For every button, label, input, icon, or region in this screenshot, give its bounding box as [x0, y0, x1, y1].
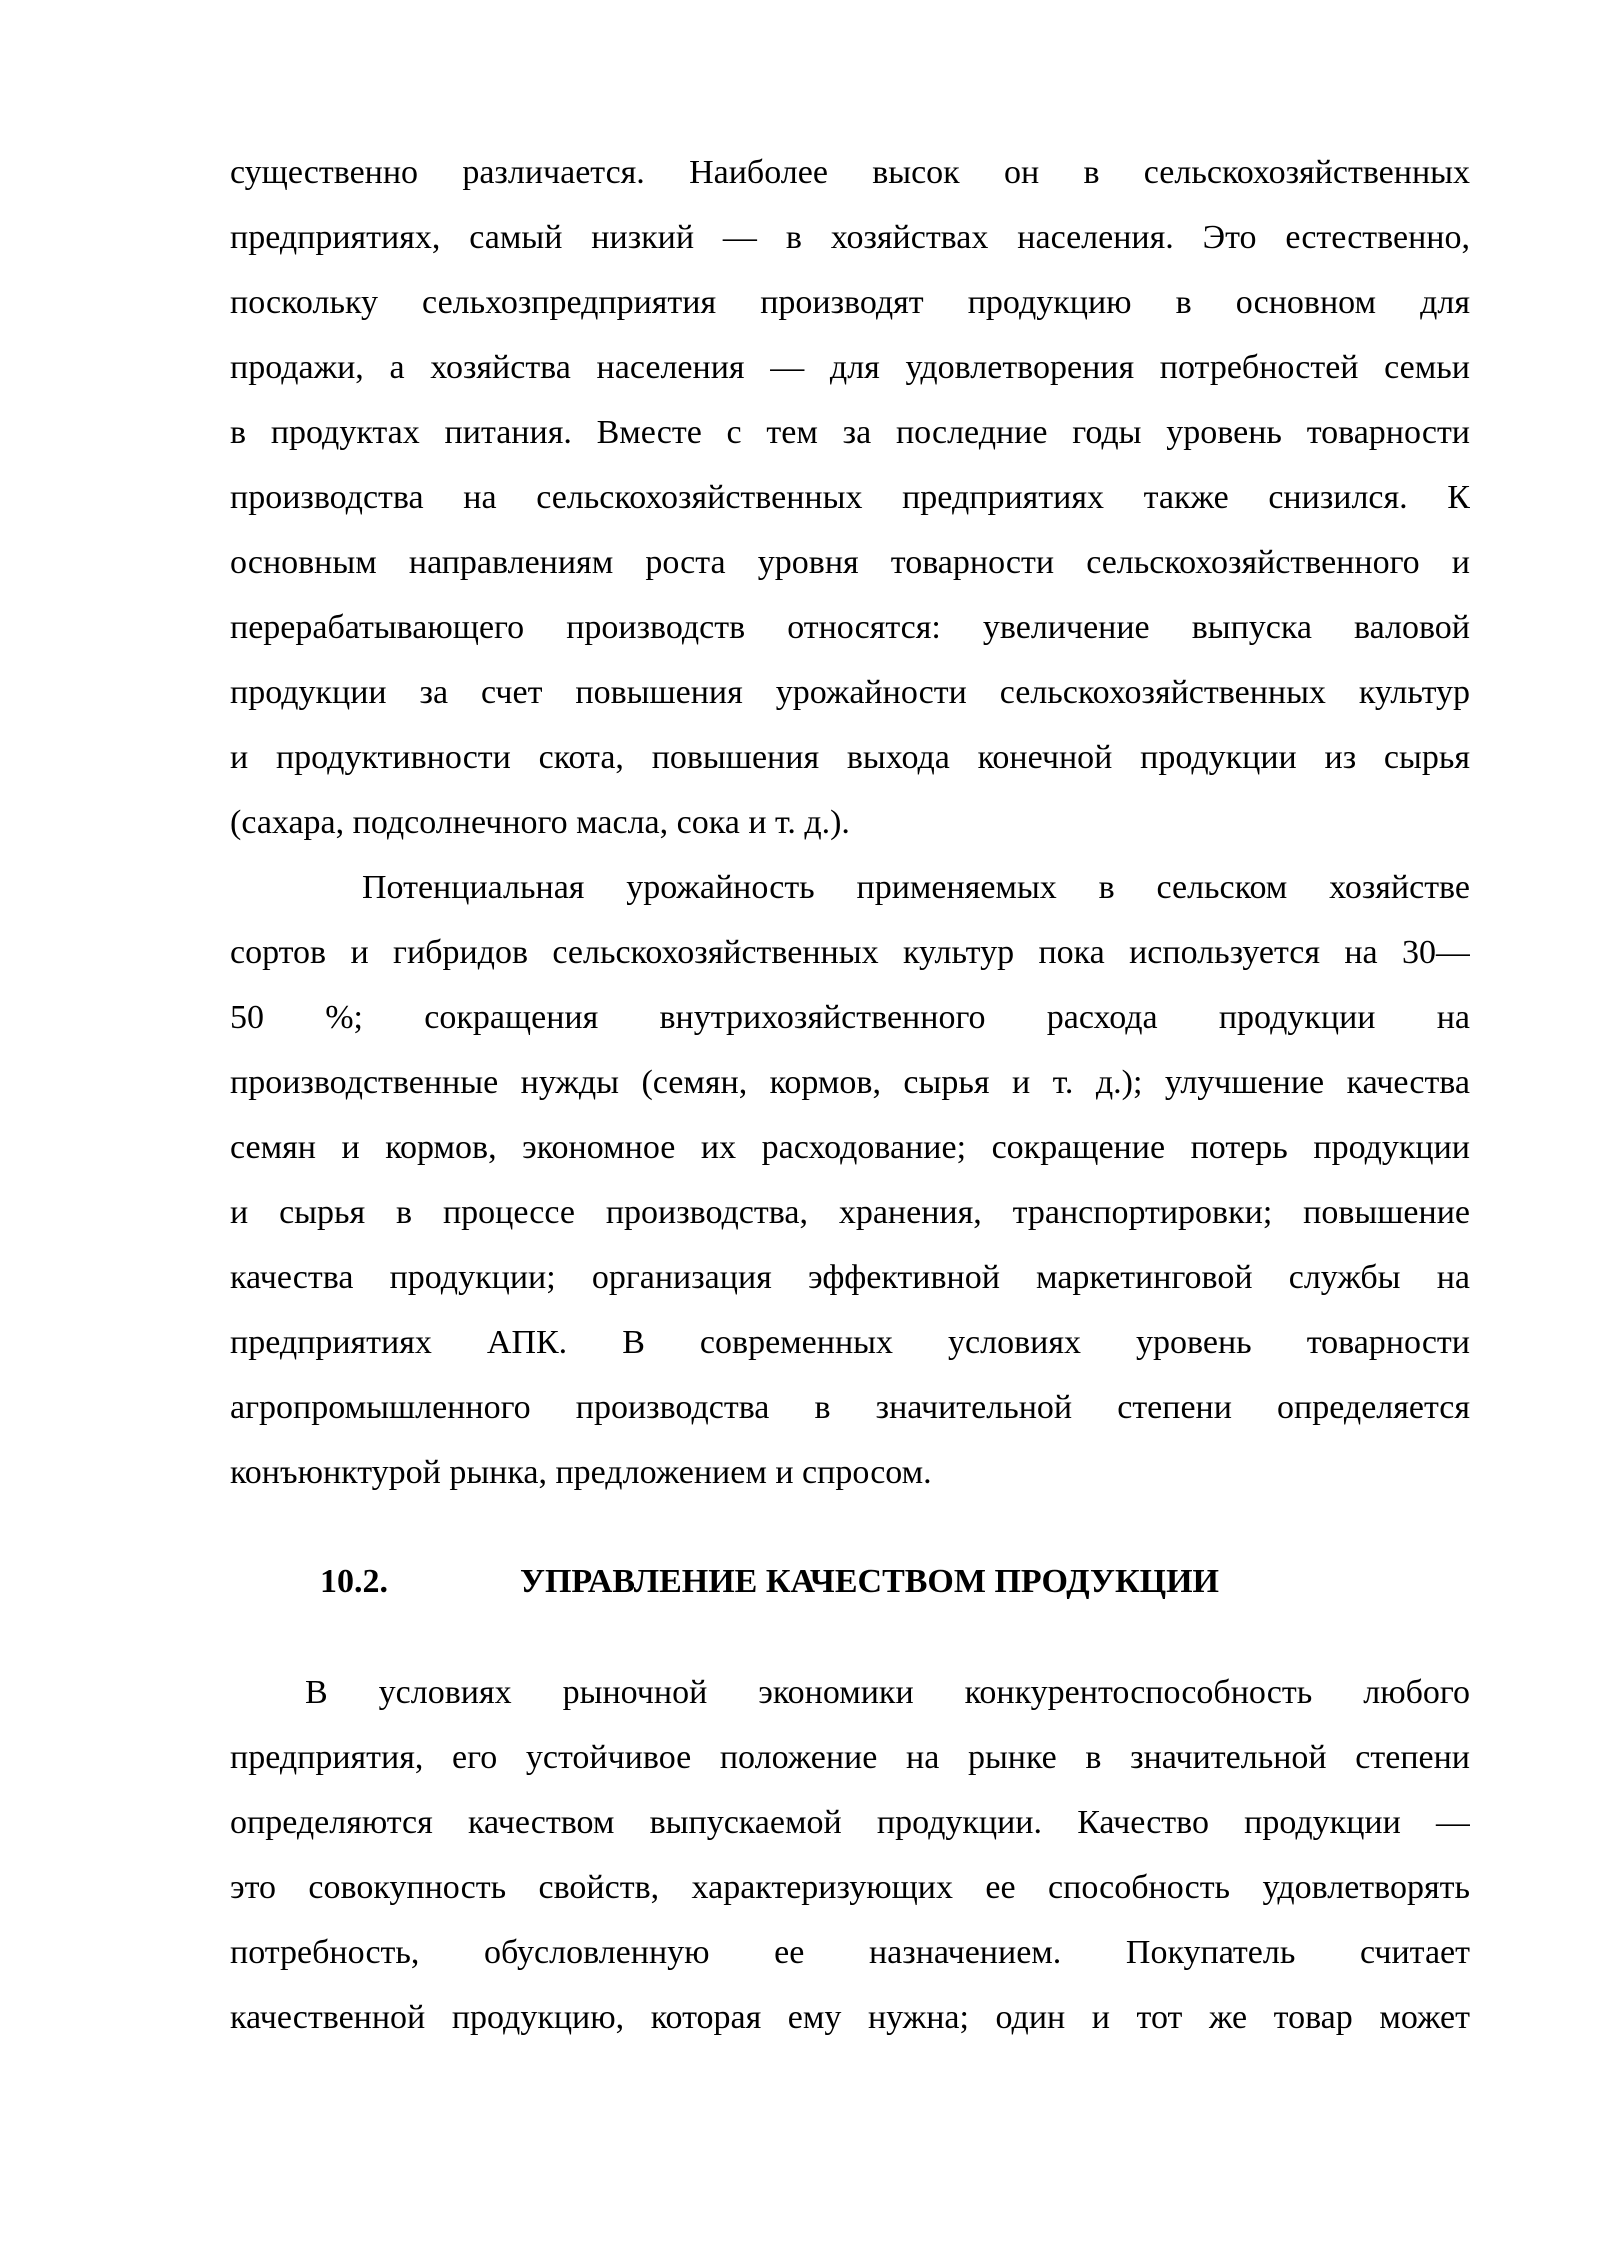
paragraph-line: и продуктивности скота, повышения выхода конечной продукции из сырья	[230, 739, 1470, 776]
paragraph-line: производства на сельскохозяйственных предприятиях также снизился. К	[230, 479, 1470, 516]
paragraph-line: предприятия, его устойчивое положение на рынке в значительной степени	[230, 1739, 1470, 1776]
section-title: УПРАВЛЕНИЕ КАЧЕСТВОМ ПРОДУКЦИИ	[520, 1563, 1219, 1600]
paragraph-line: сортов и гибридов сельскохозяйственных культур пока используется на 30—	[230, 934, 1470, 971]
paragraph-1	[230, 140, 1470, 855]
paragraph-line: поскольку сельхозпредприятия производят продукцию в основном для	[230, 284, 1470, 321]
section-number: 10.2.	[320, 1563, 388, 1600]
section-heading	[320, 1552, 1219, 1612]
paragraph-line: предприятиях АПК. В современных условиях уровень товарности	[230, 1324, 1470, 1361]
paragraph-3	[230, 1660, 1470, 2050]
paragraph-line: определяются качеством выпускаемой продукции. Качество продукции —	[230, 1804, 1470, 1841]
paragraph-line: агропромышленного производства в значительной степени определяется	[230, 1389, 1470, 1426]
paragraph-line: конъюнктурой рынка, предложением и спросом.	[230, 1454, 932, 1491]
paragraph-line: производственные нужды (семян, кормов, сырья и т. д.); улучшение качества	[230, 1064, 1470, 1101]
paragraph-line: в продуктах питания. Вместе с тем за последние годы уровень товарности	[230, 414, 1470, 451]
paragraph-line: перерабатывающего производств относятся: увеличение выпуска валовой	[230, 609, 1470, 646]
paragraph-line: качественной продукцию, которая ему нужна; один и тот же товар может	[230, 1999, 1470, 2036]
paragraph-line: В условиях рыночной экономики конкурентоспособность любого	[305, 1674, 1470, 1711]
paragraph-line: это совокупность свойств, характеризующих ее способность удовлетворять	[230, 1869, 1470, 1906]
paragraph-line: предприятиях, самый низкий — в хозяйствах населения. Это естественно,	[230, 219, 1470, 256]
paragraph-line: продажи, а хозяйства населения — для удовлетворения потребностей семьи	[230, 349, 1470, 386]
paragraph-line: и сырья в процессе производства, хранения, транспортировки; повышение	[230, 1194, 1470, 1231]
paragraph-line: потребность, обусловленную ее назначением. Покупатель считает	[230, 1934, 1470, 1971]
paragraph-line: 50 %; сокращения внутрихозяйственного расхода продукции на	[230, 999, 1470, 1036]
paragraph-2	[230, 855, 1470, 1505]
paragraph-line: существенно различается. Наиболее высок он в сельскохозяйственных	[230, 154, 1470, 191]
paragraph-line: (сахара, подсолнечного масла, сока и т. д.).	[230, 804, 850, 841]
paragraph-line: основным направлениям роста уровня товарности сельскохозяйственного и	[230, 544, 1470, 581]
paragraph-line: продукции за счет повышения урожайности сельскохозяйственных культур	[230, 674, 1470, 711]
paragraph-line: качества продукции; организация эффективной маркетинговой службы на	[230, 1259, 1470, 1296]
paragraph-line: Потенциальная урожайность применяемых в сельском хозяйстве	[362, 869, 1470, 906]
paragraph-line: семян и кормов, экономное их расходование; сокращение потерь продукции	[230, 1129, 1470, 1166]
